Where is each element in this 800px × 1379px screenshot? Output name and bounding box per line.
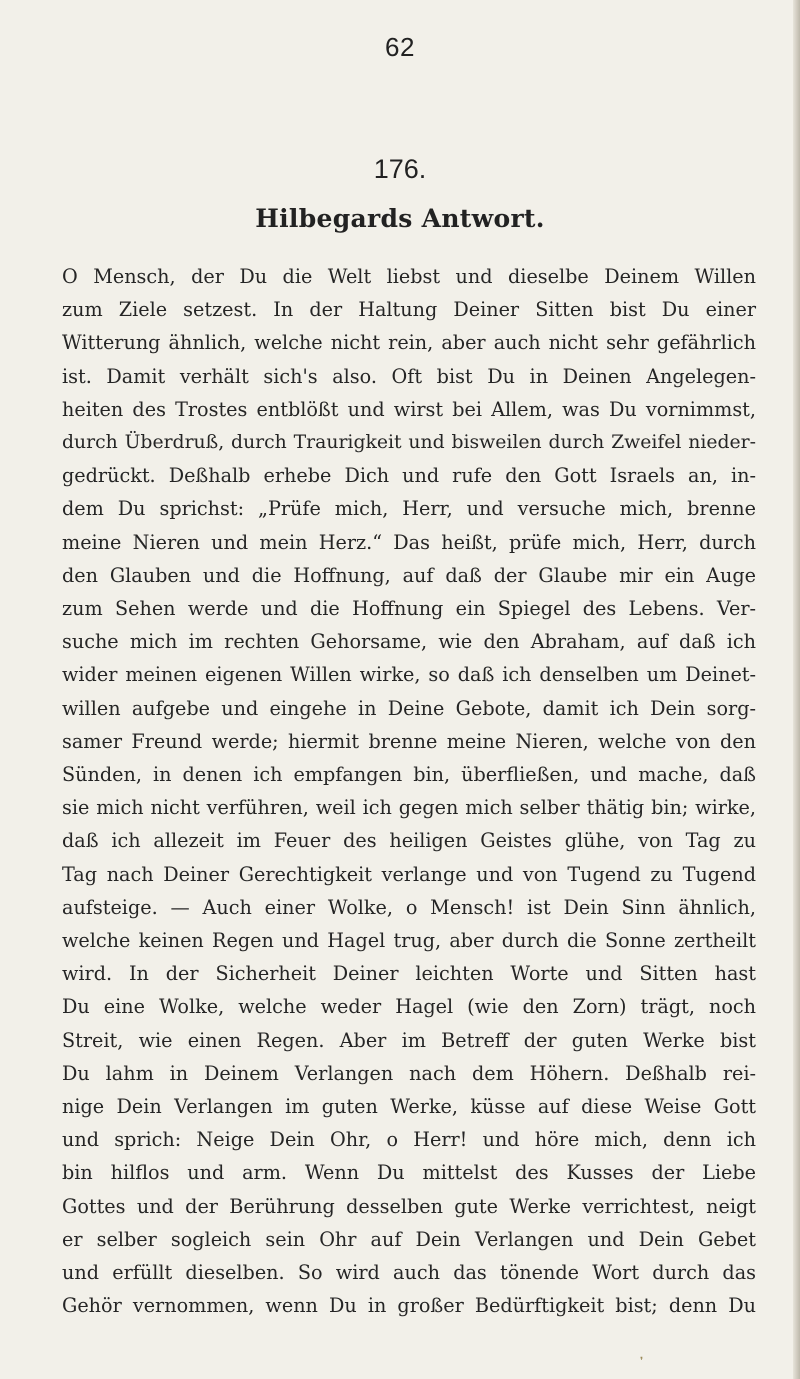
text-line: gedrückt. Deßhalb erhebe Dich und rufe den Gott Israels an, in- <box>62 464 756 488</box>
text-line: zum Ziele setzest. In der Haltung Deiner Sitten bist Du einer <box>62 298 756 322</box>
ink-speck: ❜ <box>640 1356 644 1367</box>
text-line: welche keinen Regen und Hagel trug, aber durch die Sonne zertheilt <box>62 929 756 953</box>
section-number: 176. <box>373 154 427 184</box>
text-line: und sprich: Neige Dein Ohr, o Herr! und höre mich, denn ich <box>62 1128 756 1152</box>
text-line: dem Du sprichst: „Prüfe mich, Herr, und versuche mich, brenne <box>62 497 756 521</box>
text-line: suche mich im rechten Gehorsame, wie den Abraham, auf daß ich <box>62 630 756 654</box>
text-line: wird. In der Sicherheit Deiner leichten Worte und Sitten hast <box>62 962 756 986</box>
text-line: er selber sogleich sein Ohr auf Dein Verlangen und Dein Gebet <box>62 1227 756 1251</box>
text-line: und erfüllt dieselben. So wird auch das tönende Wort durch das <box>62 1261 756 1285</box>
text-line: Gehör vernommen, wenn Du in großer Bedürftigkeit bist; denn Du <box>62 1294 756 1318</box>
text-line: nige Dein Verlangen im guten Werke, küsse auf diese Weise Gott <box>62 1095 756 1119</box>
text-line: sie mich nicht verführen, weil ich gegen mich selber thätig bin; wirke, <box>62 796 756 820</box>
text-line: ist. Damit verhält sich's also. Oft bist Du in Deinen Angelegen- <box>62 364 756 388</box>
text-line: willen aufgebe und eingehe in Deine Gebote, damit ich Dein sorg- <box>62 696 756 720</box>
text-line: O Mensch, der Du die Welt liebst und dieselbe Deinem Willen <box>62 265 756 288</box>
text-line: daß ich allezeit im Feuer des heiligen Geistes glühe, von Tag zu <box>62 829 756 853</box>
text-line: durch Überdruß, durch Traurigkeit und bisweilen durch Zweifel nieder- <box>62 432 756 454</box>
text-line: bin hilflos und arm. Wenn Du mittelst des Kusses der Liebe <box>62 1161 756 1185</box>
text-line: samer Freund werde; hiermit brenne meine Nieren, welche von den <box>62 729 756 753</box>
text-line: den Glauben und die Hoffnung, auf daß der Glaube mir ein Auge <box>62 563 756 587</box>
text-line: Du lahm in Deinem Verlangen nach dem Höhern. Deßhalb rei- <box>62 1061 756 1085</box>
text-line: Streit, wie einen Regen. Aber im Betreff der guten Werke bist <box>62 1028 756 1052</box>
page-number: 62 <box>385 32 415 62</box>
text-line: Gottes und der Berührung desselben gute Werke verrichtest, neigt <box>62 1194 756 1218</box>
text-line: meine Nieren und mein Herz.“ Das heißt, prüfe mich, Herr, durch <box>62 530 756 554</box>
section-heading: Hilbegards Antwort. <box>255 204 545 233</box>
body-text <box>62 260 756 1323</box>
text-line: aufsteige. — Auch einer Wolke, o Mensch! ist Dein Sinn ähnlich, <box>62 895 756 919</box>
text-line: zum Sehen werde und die Hoffnung ein Spiegel des Lebens. Ver- <box>62 597 756 621</box>
text-line: Tag nach Deiner Gerechtigkeit verlange und von Tugend zu Tugend <box>62 862 756 886</box>
text-line: Witterung ähnlich, welche nicht rein, aber auch nicht sehr gefährlich <box>62 331 756 355</box>
text-line: Du eine Wolke, welche weder Hagel (wie den Zorn) trägt, noch <box>62 995 756 1019</box>
text-line: heiten des Trostes entblößt und wirst bei Allem, was Du vornimmst, <box>62 397 756 421</box>
text-line: wider meinen eigenen Willen wirke, so daß ich denselben um Deinet- <box>62 663 756 687</box>
text-line: Sünden, in denen ich empfangen bin, überfließen, und mache, daß <box>62 763 756 787</box>
